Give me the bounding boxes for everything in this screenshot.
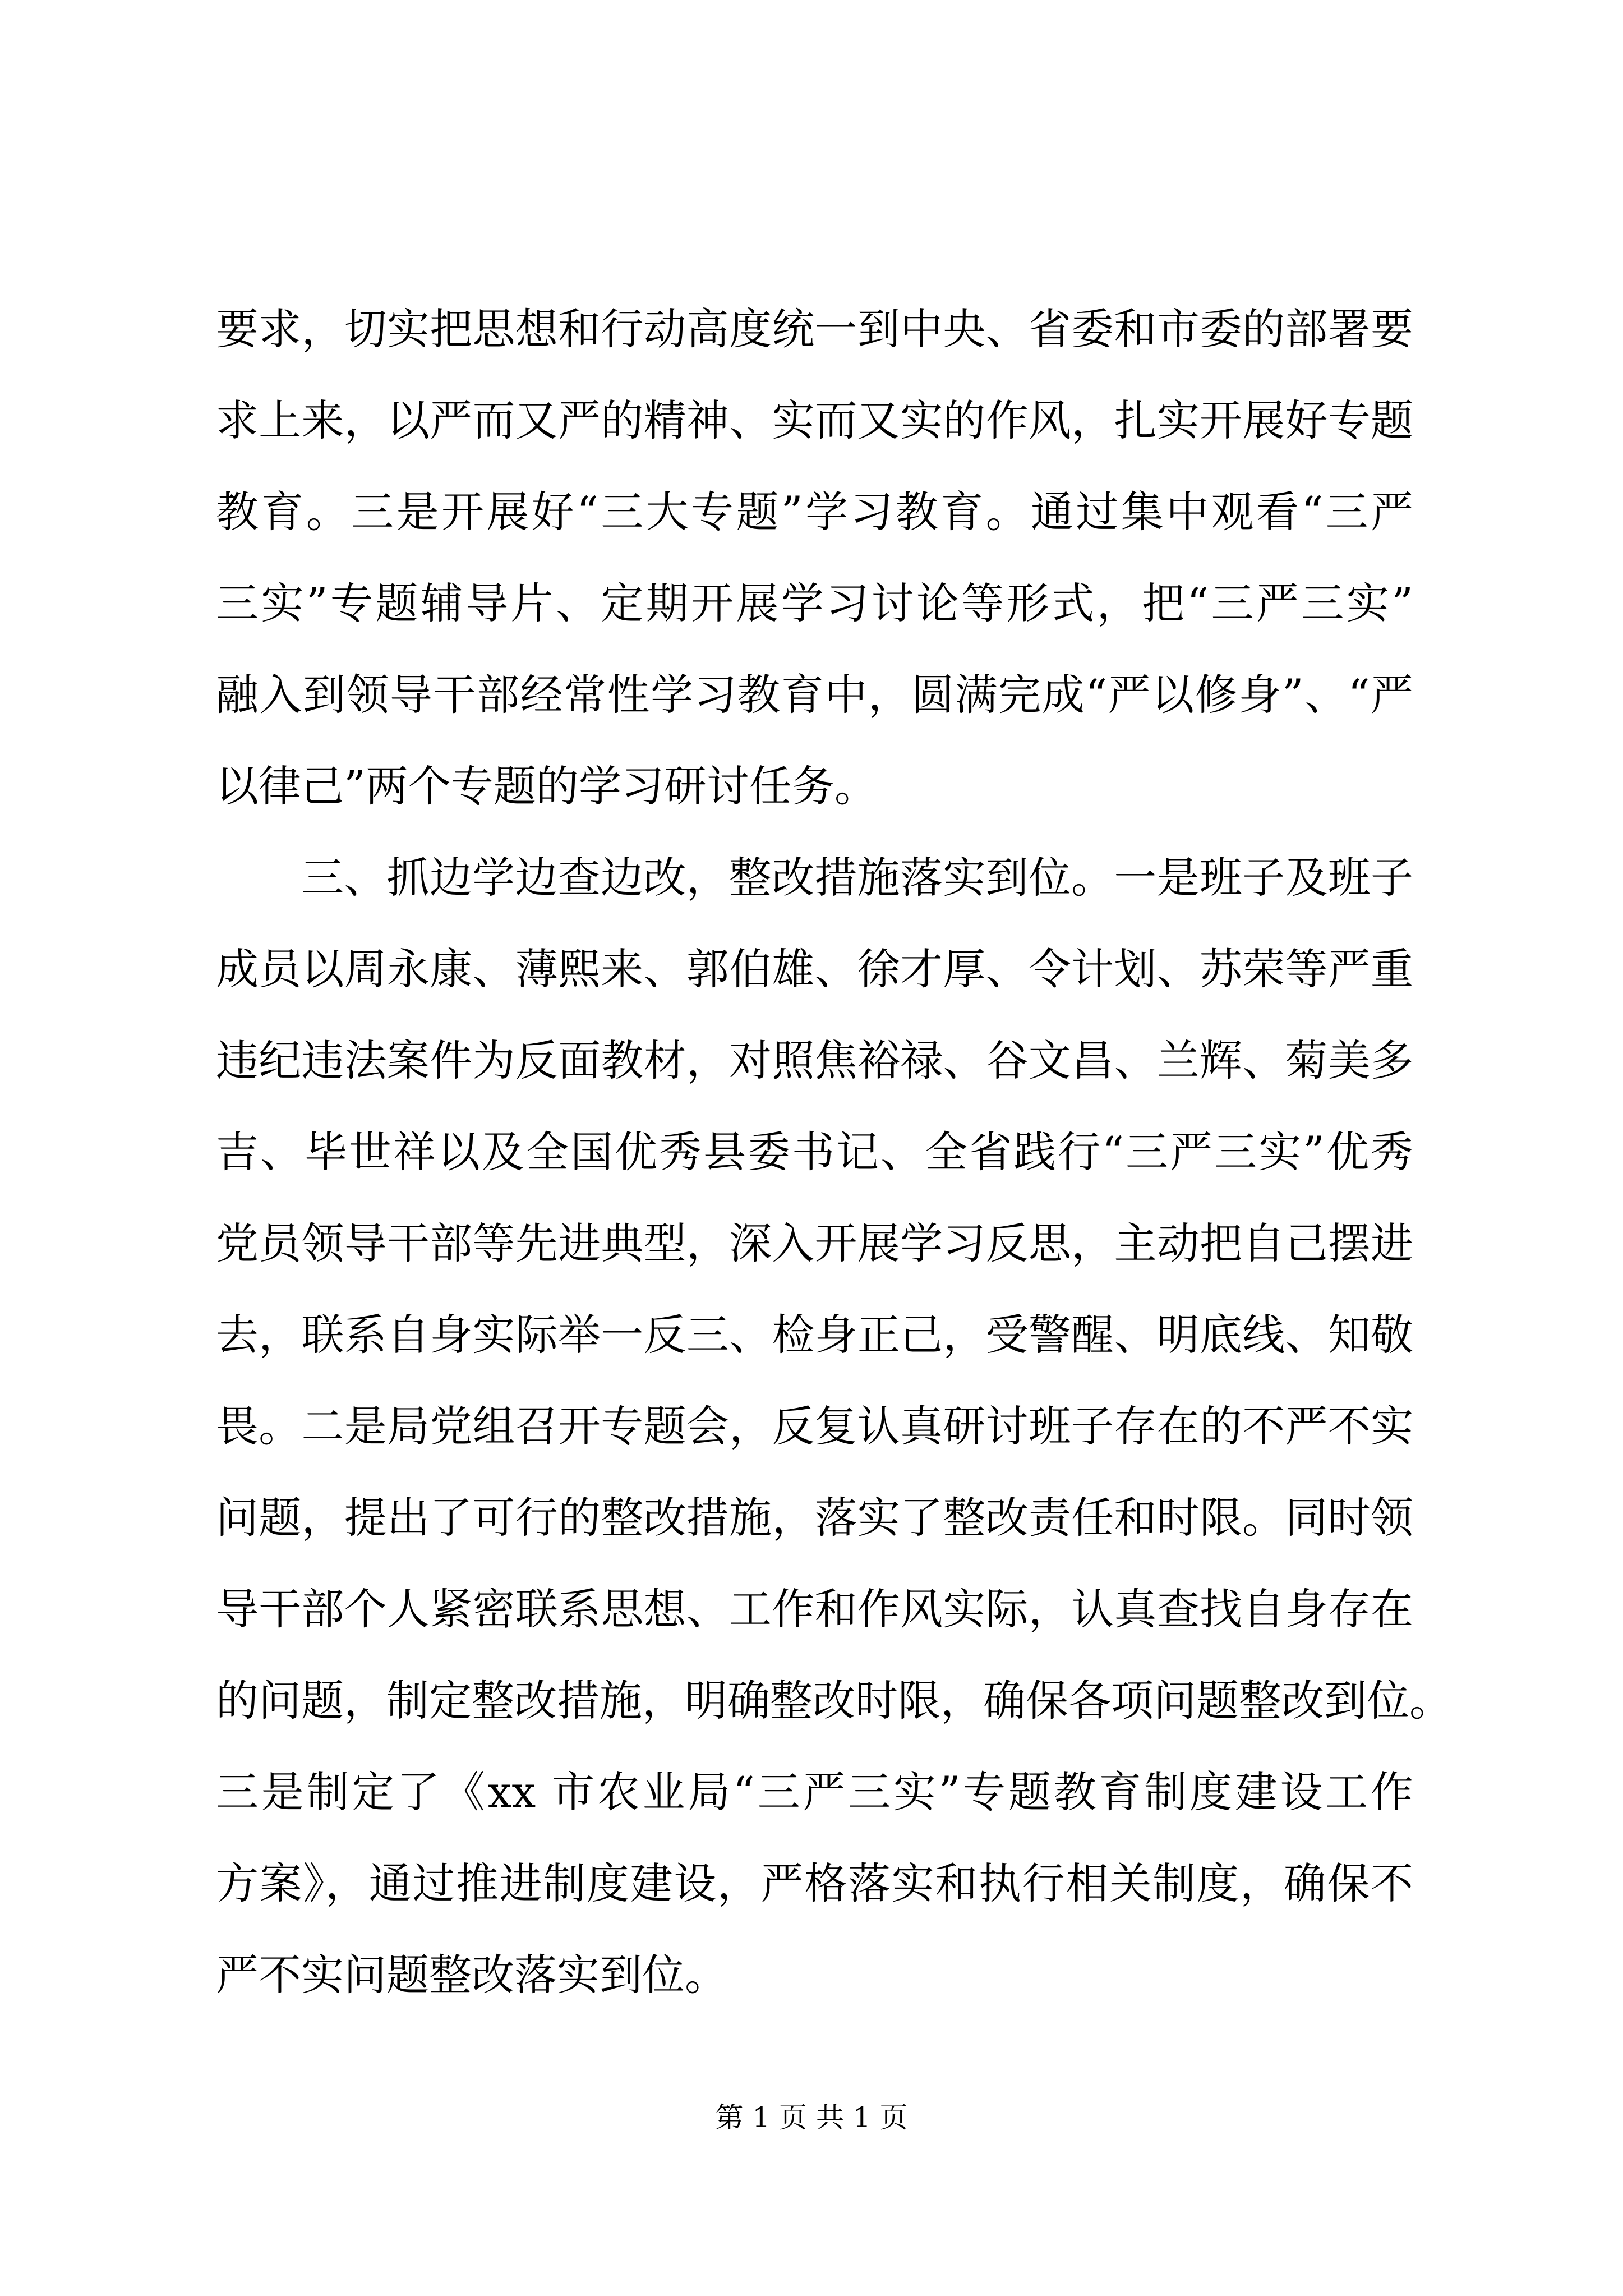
paragraph-1 [216, 283, 1413, 832]
text-line: 以律己”两个专题的学习研讨任务。 [216, 761, 877, 811]
text-line: 方案》，通过推进制度建设，严格落实和执行相关制度，确保不 [216, 1858, 1413, 1908]
text-line: 三是制定了《xx 市农业局“三严三实”专题教育制度建设工作 [216, 1767, 1413, 1817]
text-line: 求上来，以严而又严的精神、实而又实的作风，扎实开展好专题 [216, 395, 1413, 445]
paragraph-2 [216, 832, 1452, 2021]
text-line: 融入到领导干部经常性学习教育中，圆满完成“严以修身”、“严 [216, 670, 1413, 720]
text-line: 畏。二是局党组召开专题会，反复认真研讨班子存在的不严不实 [216, 1401, 1413, 1451]
text-line: 三实”专题辅导片、定期开展学习讨论等形式，把“三严三实” [216, 578, 1413, 628]
text-line: 违纪违法案件为反面教材，对照焦裕禄、谷文昌、兰辉、菊美多 [216, 1036, 1413, 1085]
text-line: 要求，切实把思想和行动高度统一到中央、省委和市委的部署要 [216, 304, 1413, 354]
text-line: 导干部个人紧密联系思想、工作和作风实际，认真查找自身存在 [216, 1584, 1413, 1634]
page-number-footer: 第 1 页 共 1 页 [715, 2101, 908, 2134]
text-line: 严不实问题整改落实到位。 [216, 1950, 727, 2000]
text-line: 的问题，制定整改措施，明确整改时限，确保各项问题整改到位。 [216, 1676, 1452, 1726]
text-line: 去，联系自身实际举一反三、检身正己，受警醒、明底线、知敬 [216, 1310, 1413, 1360]
text-line: 教育。三是开展好“三大专题”学习教育。通过集中观看“三严 [216, 487, 1413, 537]
text-line: 问题，提出了可行的整改措施，落实了整改责任和时限。同时领 [216, 1493, 1413, 1543]
text-line: 成员以周永康、薄熙来、郭伯雄、徐才厚、令计划、苏荣等严重 [216, 944, 1413, 994]
text-line: 党员领导干部等先进典型，深入开展学习反思，主动把自己摆进 [216, 1218, 1413, 1268]
document-body [216, 283, 1452, 2021]
text-line: 吉、毕世祥以及全国优秀县委书记、全省践行“三严三实”优秀 [216, 1127, 1413, 1177]
text-line: 三、抓边学边查边改，整改措施落实到位。一是班子及班子 [301, 853, 1413, 903]
